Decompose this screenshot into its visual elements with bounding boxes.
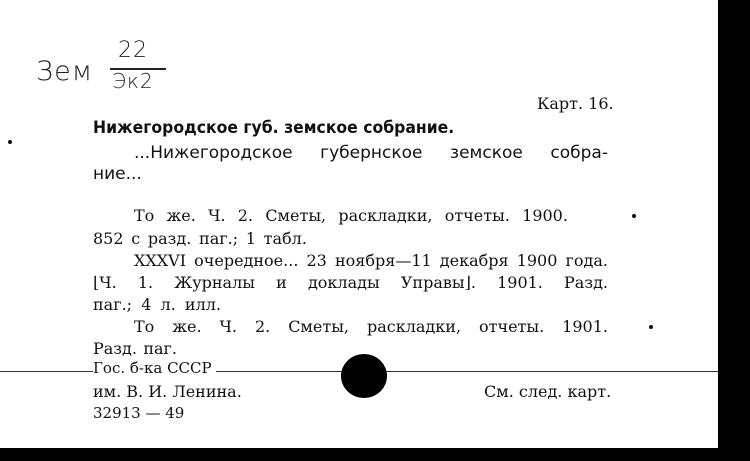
- word: раскладки,: [366, 317, 462, 336]
- word: паг.: [143, 339, 177, 358]
- speck: [8, 140, 12, 144]
- word: паг.;: [199, 229, 239, 248]
- entry-line: [93, 297, 221, 313]
- word: табл.: [263, 229, 307, 248]
- entry-line: [93, 341, 177, 357]
- entry-line: [134, 208, 568, 224]
- word: отчеты.: [479, 317, 545, 336]
- word: очередное...: [194, 251, 299, 270]
- word: губернское: [320, 143, 423, 163]
- word: же.: [172, 317, 202, 336]
- word: Ч.: [219, 317, 237, 336]
- word: XXXVI: [134, 251, 187, 270]
- word: разд.: [147, 229, 192, 248]
- word: и: [276, 273, 287, 292]
- library-fullname: им. В. И. Ленина.: [93, 382, 242, 401]
- word: года.: [565, 251, 608, 270]
- word: 1901.: [562, 317, 608, 336]
- title-line-2: ние...: [93, 164, 142, 184]
- handwritten-numerator: 22: [118, 38, 148, 63]
- word: паг.;: [93, 295, 133, 314]
- entry-line: [93, 231, 307, 247]
- entry-line: [93, 275, 608, 291]
- card-number: Карт. 16.: [537, 94, 614, 113]
- entry-line: [134, 253, 608, 269]
- word: с: [131, 229, 141, 248]
- word: л.: [160, 295, 176, 314]
- handwritten-prefix: Зем: [36, 56, 94, 87]
- word: декабря: [439, 251, 509, 270]
- word: ноября—11: [334, 251, 432, 270]
- word: 23: [306, 251, 327, 270]
- handwritten-denominator: Эк2: [112, 69, 154, 93]
- word: ...Нижегородское: [134, 143, 293, 163]
- entry-line: [134, 319, 608, 335]
- word: То: [134, 206, 155, 225]
- word: собра-: [550, 143, 608, 163]
- word: же.: [166, 206, 196, 225]
- word: То: [134, 317, 155, 336]
- word: 2.: [254, 317, 271, 336]
- word: 1900: [516, 251, 558, 270]
- word: ⌊Ч.: [93, 273, 117, 292]
- speck: [649, 325, 653, 329]
- word: земское: [450, 143, 523, 163]
- word: Ч.: [208, 206, 226, 225]
- see-next-card: См. след. карт.: [484, 382, 612, 401]
- ink-blot: [341, 354, 387, 398]
- word: Сметы,: [265, 206, 327, 225]
- word: Журналы: [174, 273, 255, 292]
- word: 2.: [237, 206, 254, 225]
- word: 852: [93, 229, 124, 248]
- scan-border: [718, 0, 750, 461]
- word: доклады: [307, 273, 380, 292]
- word: раскладки,: [338, 206, 433, 225]
- word: 4: [141, 295, 152, 314]
- word: Управы⌋.: [400, 273, 476, 292]
- word: Сметы,: [288, 317, 350, 336]
- institution-heading: Нижегородское губ. земское собрание.: [93, 118, 455, 138]
- word: Разд.: [93, 339, 137, 358]
- title-line-1: [134, 145, 608, 162]
- catalog-code: 32913 — 49: [93, 404, 185, 422]
- word: Разд.: [564, 273, 608, 292]
- word: 1901.: [497, 273, 543, 292]
- word: 1900.: [522, 206, 568, 225]
- word: 1.: [137, 273, 154, 292]
- speck: [632, 214, 636, 218]
- word: илл.: [184, 295, 221, 314]
- word: 1: [245, 229, 256, 248]
- library-name: Гос. б-ка СССР: [93, 361, 216, 376]
- word: отчеты.: [444, 206, 510, 225]
